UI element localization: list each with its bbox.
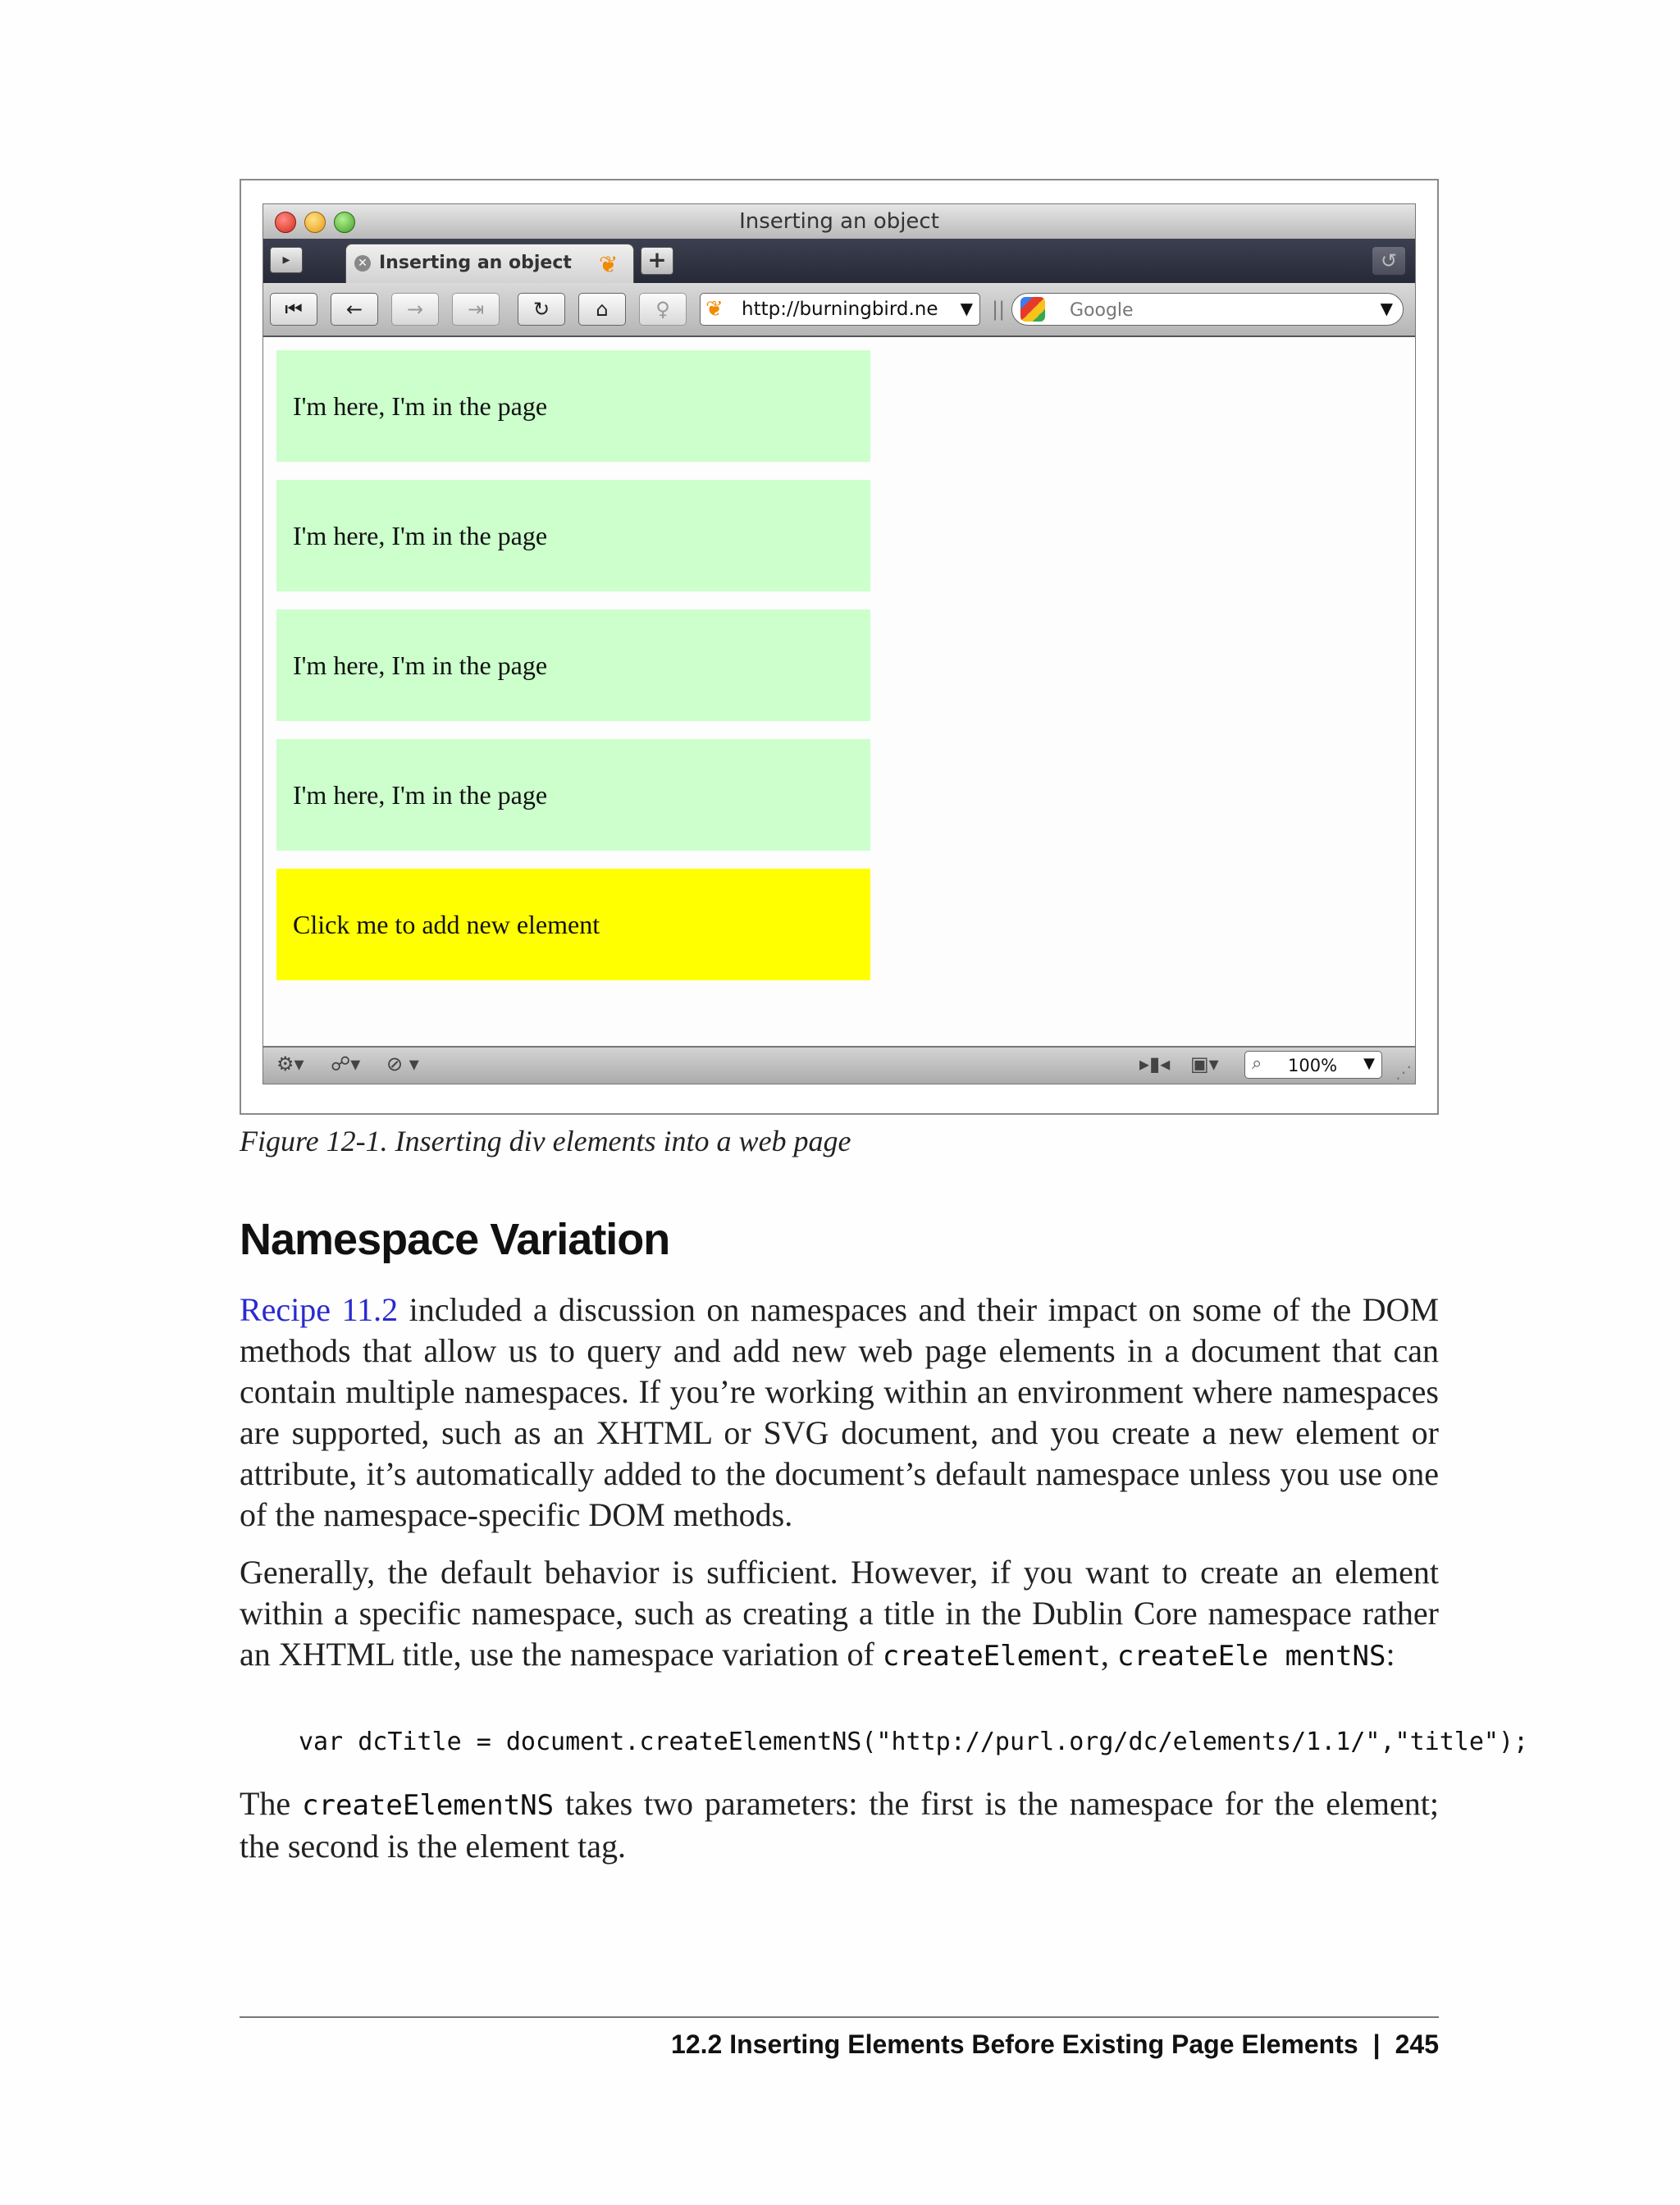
inserted-div: I'm here, I'm in the page (276, 350, 870, 462)
page-number: 245 (1395, 2029, 1439, 2059)
recipe-link[interactable]: Recipe 11.2 (240, 1291, 399, 1328)
status-bar (263, 1046, 1415, 1084)
forward-arrow-icon: → (406, 298, 424, 321)
section-heading: Namespace Variation (240, 1215, 670, 1264)
magnifier-icon: ⌕ (1252, 1053, 1262, 1074)
network-icon[interactable]: ☍▾ (331, 1052, 361, 1075)
footer-separator: | (1372, 2029, 1381, 2059)
inserted-div: I'm here, I'm in the page (276, 480, 870, 591)
site-favicon-icon: ❦ (705, 297, 724, 322)
tab-bar (263, 239, 1415, 283)
favicon-icon: ❦ (599, 251, 619, 278)
inserted-div: I'm here, I'm in the page (276, 609, 870, 721)
paragraph-text: , (1100, 1636, 1117, 1673)
google-search-icon[interactable] (1020, 297, 1045, 322)
window-title: Inserting an object (739, 209, 939, 234)
plus-icon: + (647, 246, 667, 273)
sidebar-icon: ▸ (282, 251, 290, 268)
history-icon: ↺ (1380, 249, 1398, 272)
code-block: var dcTitle = document.createElementNS("http://purl.org/dc/elements/1.1/","title"); (299, 1728, 1529, 1756)
paragraph (240, 1552, 1439, 1677)
reload-icon: ↻ (532, 298, 550, 321)
tools-icon[interactable]: ⚙▾ (276, 1052, 304, 1075)
zoom-select[interactable] (1244, 1051, 1382, 1079)
paragraph (240, 1783, 1439, 1867)
paragraph-text: takes two parameters: the first is the namespace for the element; the second is the element tag. (240, 1785, 1439, 1865)
toolbar-separator: || (992, 298, 1006, 321)
code-inline: createEle mentNS (1116, 1640, 1386, 1673)
new-tab-button[interactable] (641, 247, 673, 275)
skip-back-icon: ⏮ (285, 298, 303, 321)
zoom-dropdown-icon: ▼ (1363, 1055, 1375, 1072)
panel-icon[interactable]: ▸▮◂ (1139, 1052, 1171, 1075)
back-arrow-icon: ← (345, 298, 363, 321)
last-page-button[interactable] (452, 293, 500, 326)
search-input[interactable] (1011, 293, 1404, 326)
add-element-button[interactable]: Click me to add new element (276, 869, 870, 980)
footer-divider (240, 2016, 1439, 2018)
home-icon: ⌂ (596, 298, 609, 321)
browser-window (262, 203, 1416, 1084)
reload-button[interactable] (518, 293, 565, 326)
bookmark-icon: ♀ (655, 298, 670, 321)
code-inline: createElement (882, 1640, 1101, 1673)
url-field[interactable] (700, 293, 980, 326)
figure-screenshot (240, 179, 1439, 1115)
skip-forward-icon: ⇥ (467, 298, 485, 321)
first-page-button[interactable] (270, 293, 317, 326)
title-bar (263, 204, 1415, 239)
history-button[interactable] (1372, 247, 1405, 275)
home-button[interactable] (578, 293, 626, 326)
block-icon[interactable]: ⊘ ▾ (386, 1052, 419, 1075)
zoom-value: 100% (1288, 1056, 1338, 1075)
resize-grip-icon[interactable]: ⋰ (1395, 1062, 1412, 1082)
search-dropdown-icon[interactable]: ▼ (1380, 299, 1393, 318)
forward-button[interactable] (391, 293, 439, 326)
paragraph-text: : (1386, 1636, 1395, 1673)
url-dropdown-icon[interactable]: ▼ (960, 299, 973, 318)
footer-section: 12.2 Inserting Elements Before Existing Page Elements (671, 2029, 1358, 2059)
search-placeholder: Google (1070, 300, 1134, 321)
code-inline: createElementNS (302, 1789, 555, 1822)
url-text: http://burningbird.ne (742, 299, 938, 320)
paragraph (240, 1290, 1439, 1536)
paragraph-text: The (240, 1785, 303, 1822)
tab-close-icon[interactable]: ✕ (354, 255, 371, 272)
navigation-toolbar (263, 283, 1415, 337)
inserted-div: I'm here, I'm in the page (276, 739, 870, 851)
page-content (263, 337, 1415, 1049)
paragraph-text: included a discussion on namespaces and their impact on some of the DOM methods that allow us to query and add new web page elements in a document that can contain multiple namespaces. If you’re working within an environment where namespaces are supported, such as an XHTML or SVG document, and you create a new element or attribute, it’s automatically added to the document’s default namespace unless you use one of the namespace-specific DOM methods. (240, 1291, 1440, 1533)
image-icon[interactable]: ▣▾ (1190, 1052, 1219, 1075)
paragraph-text: Generally, the default behavior is sufficient. However, if you want to create an element within a specific namespace, such as creating a title in the Dublin Core namespace rather an XHTML title, use the namespace variation of (240, 1554, 1439, 1673)
bookmark-button[interactable] (639, 293, 687, 326)
page-footer (671, 2029, 1439, 2060)
tab-label: Inserting an object (379, 253, 572, 273)
sidebar-toggle-button[interactable] (270, 247, 303, 273)
figure-caption: Figure 12-1. Inserting div elements into a web page (240, 1125, 851, 1157)
tab-inserting-an-object[interactable] (345, 244, 634, 283)
back-button[interactable] (331, 293, 378, 326)
